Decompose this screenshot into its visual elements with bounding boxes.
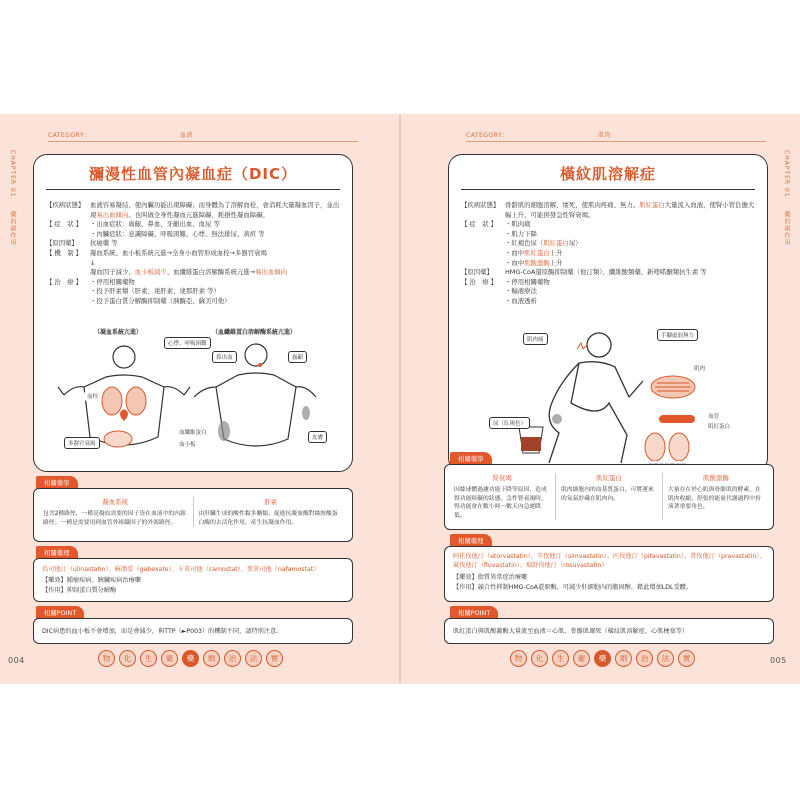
page-title: 橫紋肌溶解症: [559, 165, 656, 183]
pharm-drug-list: 烏司他汀（ulinastatin）、蘇脂妥（gabexate）、卡莫司他（camostat）、萘莫司他（nafamostat）: [42, 566, 320, 573]
category-rule: [48, 141, 358, 142]
info-key: 【 機 制 】: [46, 248, 83, 257]
related-drugs-card: [444, 464, 774, 530]
drug-column-heading: 肝素: [264, 498, 278, 506]
info-row: [461, 268, 757, 278]
info-value: ・肌肉痛: [505, 220, 531, 229]
drug-column-text: 包含2種路徑，一種是凝血需要的因子皆在血液中的內源路徑；一種是需要用到血管外組織因子的外源路徑。: [43, 511, 186, 526]
drug-column-text: 由肝臟生成的酸性黏多醣類。促進抗凝血酶對絲胺酸蛋白酶的去活化作用，產生抗凝血作用。: [198, 511, 338, 526]
related-drugs-tab: 相關藥學: [450, 452, 492, 465]
info-row: [46, 278, 342, 288]
related-point-card: [444, 618, 774, 644]
footer-subject-circle: 劑: [203, 650, 220, 667]
label-weakness: 手腳虛弱無力: [657, 329, 698, 341]
info-row: [461, 230, 757, 240]
info-value: ・出血症狀：齒齦、鼻血、牙齦出血、血尿 等: [90, 220, 220, 229]
drug-column: [663, 473, 769, 520]
footer-subject-circle: 法: [245, 650, 262, 667]
info-key: 【 治 療 】: [461, 277, 498, 286]
drug-column-heading: 腎衰竭: [492, 474, 512, 482]
intestine-icon: [104, 431, 132, 447]
label-muscle-pain: 肌肉痛: [523, 333, 548, 345]
drug-column-text: 因絲球體過濾功能下降等原因，造成腎功能障礙的狀態。急性腎衰竭時，腎功能會在數小時～數天內急遽降低。: [454, 487, 547, 519]
related-point-tab: 相關POINT: [36, 606, 84, 619]
label-vessel: 血管: [705, 411, 722, 421]
info-row: [46, 239, 342, 249]
related-drugs-tab: 相關藥學: [36, 476, 78, 489]
label-fibrin: 血纖維蛋白: [176, 427, 210, 437]
person-running: [549, 333, 643, 463]
chapter-label: [782, 150, 791, 246]
category-label-text: CATEGORY：: [466, 132, 509, 139]
footer-subject-circle: 劑: [615, 650, 632, 667]
info-key: [46, 230, 90, 240]
footer-subject-row: [98, 650, 283, 667]
related-drugs-columns: [38, 497, 348, 527]
info-key: [461, 297, 505, 307]
drug-column-heading: 肌酸激酶: [703, 474, 729, 482]
chapter-label: [8, 150, 17, 246]
drug-column: [449, 473, 556, 520]
topic-card: [33, 154, 353, 472]
chapter-sub: 藥的副作用: [9, 210, 16, 246]
related-point-tab: 相關POINT: [450, 606, 498, 619]
diagram-right-title: （血纖維蛋白溶解酶系統亢進）: [212, 329, 297, 336]
drug-column-text: 大量存在於心肌與骨骼肌的酵素，在肌肉收縮、舒張的能量代謝過程中扮演著重要角色。: [668, 487, 761, 511]
blood-vessel-icon: [659, 415, 695, 423]
info-block: [46, 201, 342, 307]
related-drugs-card: [33, 488, 353, 542]
label-urine: 尿（紅褐色）: [489, 417, 530, 429]
drug-column-heading: 肌紅蛋白: [596, 474, 622, 482]
pain-icon: [552, 343, 587, 424]
person-front: [58, 346, 190, 445]
info-value: ・紅褐色尿（肌紅蛋白尿）: [505, 239, 582, 248]
heart-icon: [120, 409, 128, 421]
info-value: ・停用相關藥物: [90, 277, 135, 286]
info-row: [46, 230, 342, 240]
drug-column: [38, 497, 194, 527]
footer-subject-circle: 物: [98, 650, 115, 667]
info-key: [461, 287, 505, 297]
page-number: 004: [8, 656, 25, 665]
diagram-left-title: （凝血系統亢進）: [94, 329, 143, 336]
drug-column: [556, 473, 663, 520]
related-pharm-card: [33, 558, 353, 602]
point-text: 肌紅蛋白與肌酸激酶大量流至血液＝心肌、骨骼肌壞死（橫紋肌溶解症、心肌梗塞等）: [453, 628, 689, 635]
drug-column-text: 肌肉細胞內的血基質蛋白。可將運來的氧氣貯藏在肌肉內。: [561, 487, 654, 502]
label-palpitation: 心悸、呼吸困難: [164, 337, 211, 349]
label-platelet: 血小板: [176, 439, 199, 449]
footer-subject-circle: 實: [678, 650, 695, 667]
related-point-card: [33, 618, 353, 644]
info-value: 抗癌藥 等: [90, 239, 118, 248]
dic-diagram: [44, 327, 344, 467]
drug-column-heading: 凝血系統: [102, 498, 129, 506]
label-muscle: 肌肉: [691, 363, 708, 373]
footer-subject-circle: 物: [510, 650, 527, 667]
point-text: DIC病患的血小板不會增加，而是會減少，與TTP（►P003）的機制不同，請特別注意。: [42, 628, 283, 635]
info-row: [461, 297, 757, 307]
info-row: [46, 259, 342, 269]
pharm-action: 【作用】競合性抑制HMG-CoA還原酶，可減少肝細胞內的膽固醇，藉此增加LDL受體。: [453, 584, 693, 591]
info-row: [46, 201, 342, 220]
kidney-icon: [645, 433, 689, 461]
info-key: [461, 230, 505, 240]
bruise-icon: [218, 406, 310, 441]
info-key: 【原因藥】: [46, 239, 78, 248]
category-label-text: CATEGORY：: [48, 132, 91, 139]
info-row: [46, 249, 342, 259]
right-page: [400, 114, 800, 684]
info-key: 【 治 療 】: [46, 277, 83, 286]
label-multi-organ: 多器官衰竭: [64, 437, 100, 449]
info-key: 【原因藥】: [461, 268, 493, 277]
info-value: ・停用相關藥物: [505, 277, 550, 286]
info-row: [461, 249, 757, 259]
info-row: [461, 239, 757, 249]
page-title: 瀰漫性血管內凝血症（DIC）: [88, 165, 298, 183]
info-value: 凝血因子減少、血小板減少、血纖維蛋白溶解酶系統亢進→易出血傾向: [90, 268, 288, 277]
info-value: 凝血系統、血小板系統亢進→全身小血管形成血栓→多器官衰竭: [90, 248, 267, 257]
footer-subject-circle: 治: [224, 650, 241, 667]
label-skin: 皮膚: [308, 431, 327, 443]
label-clot: 血栓: [84, 391, 101, 401]
info-row: [461, 220, 757, 230]
info-value: ・血中肌紅蛋白上升: [505, 248, 563, 257]
category-label: [48, 130, 194, 139]
info-key: 【 症 狀 】: [46, 220, 83, 229]
drug-column: [194, 497, 349, 527]
info-value: HMG-CoA還原酶抑制藥（他汀類）、纖維酸類藥、新喹喏酮類抗生素 等: [505, 268, 707, 277]
title-rule: [461, 189, 755, 190]
blood-drop-icon: [258, 363, 262, 367]
info-row: [461, 201, 757, 220]
info-key: [46, 259, 90, 269]
info-key: [461, 239, 505, 249]
info-row: [461, 259, 757, 269]
info-value: ・投予蛋白質分解酶抑制藥（胰酶亞、蘇美可他）: [90, 296, 231, 305]
info-block: [461, 201, 757, 307]
pharm-drug-list: 阿托伐他汀（atorvastatin）、辛伐他汀（simvastatin）、匹伐他汀（pitavastatin）、普伐他汀（pravastatin）、氟伐他汀（fluvastatin）、瑞舒伐他汀（rosuvastatin）: [453, 553, 766, 570]
category-value: 血液: [180, 132, 194, 139]
pharm-action: 【作用】抑制蛋白質分解酶: [42, 587, 117, 594]
body-illustrations: [459, 323, 759, 471]
footer-subject-circle: 治: [636, 650, 653, 667]
category-rule: [466, 141, 766, 142]
footer-subject-circle: 藥: [182, 650, 199, 667]
info-value: 骨骼肌的細胞溶解、壞死，使肌肉疼痛、無力。肌紅蛋白大量流入血液，使腎小管負擔大幅上升，可能併發急性腎衰竭。: [505, 201, 755, 219]
page-number: 005: [770, 656, 787, 665]
left-page: [0, 114, 400, 684]
info-value: ・血中肌酸激酶上升: [505, 258, 563, 267]
info-row: [46, 287, 342, 297]
related-drugs-columns: [449, 473, 769, 520]
category-label: [466, 130, 612, 139]
info-row: [46, 268, 342, 278]
footer-subject-circle: 生: [552, 650, 569, 667]
topic-card: [448, 154, 768, 472]
label-gum: 齒齦: [288, 351, 307, 363]
related-pharm-card: [444, 546, 774, 602]
info-row: [461, 278, 757, 288]
info-row: [46, 220, 342, 230]
urine-cup-icon: [519, 427, 543, 453]
pharm-effect: 【藥效】脂質異常症治療藥: [453, 574, 528, 581]
info-row: [46, 297, 342, 307]
pharm-effect: 【藥效】腫瘤疾病、胰臟疾病治療藥: [42, 577, 141, 584]
related-pharm-tab: 相關藥理: [450, 534, 492, 547]
info-key: 【疾病狀態】: [461, 201, 500, 209]
label-myoglobin: 肌紅蛋白: [705, 421, 733, 431]
label-nosebleed: 鼻出血: [212, 351, 237, 363]
related-pharm-tab: 相關藥理: [36, 546, 78, 559]
info-key: [46, 287, 90, 297]
muscle-icon: [651, 376, 695, 398]
footer-subject-circle: 生: [140, 650, 157, 667]
info-key: [461, 249, 505, 259]
info-key: 【 症 狀 】: [461, 220, 498, 229]
footer-subject-circle: 法: [657, 650, 674, 667]
info-value: ・輸液療法: [505, 287, 537, 296]
category-value: 肌肉: [598, 132, 612, 139]
info-value: 血液容易凝結，使內臟功能出現障礙；而身體為了溶解血栓，會消耗大量凝血因子，並出現易出血傾向。也叫做全身性凝血亢進障礙、耗損性凝血障礙。: [90, 201, 340, 219]
info-key: 【疾病狀態】: [46, 201, 85, 209]
rhabdo-diagram: [459, 323, 759, 471]
title-rule: [46, 189, 340, 190]
info-key: [46, 297, 90, 307]
info-value: ・肌力下降: [505, 229, 537, 238]
footer-subject-circle: 化: [531, 650, 548, 667]
footer-subject-circle: 化: [119, 650, 136, 667]
footer-subject-circle: 藥: [594, 650, 611, 667]
footer-subject-row: [510, 650, 695, 667]
info-row: [461, 287, 757, 297]
info-key: [46, 268, 90, 278]
footer-subject-circle: 實: [266, 650, 283, 667]
chapter-sub: 藥的副作用: [783, 210, 790, 246]
chapter-text: CHAPTER 01: [783, 150, 790, 198]
footer-subject-circle: 衛: [161, 650, 178, 667]
info-value: ・血液透析: [505, 296, 537, 305]
chapter-text: CHAPTER 01: [9, 150, 16, 198]
footer-subject-circle: 衛: [573, 650, 590, 667]
info-value: ↓: [90, 258, 96, 267]
info-key: [461, 259, 505, 269]
info-value: ・內臟症狀：意識障礙、呼吸困難、心悸、無法排尿、黃疸 等: [90, 229, 265, 238]
info-value: ・投予肝素類（肝素、達肝素、達那肝素 等）: [90, 287, 220, 296]
